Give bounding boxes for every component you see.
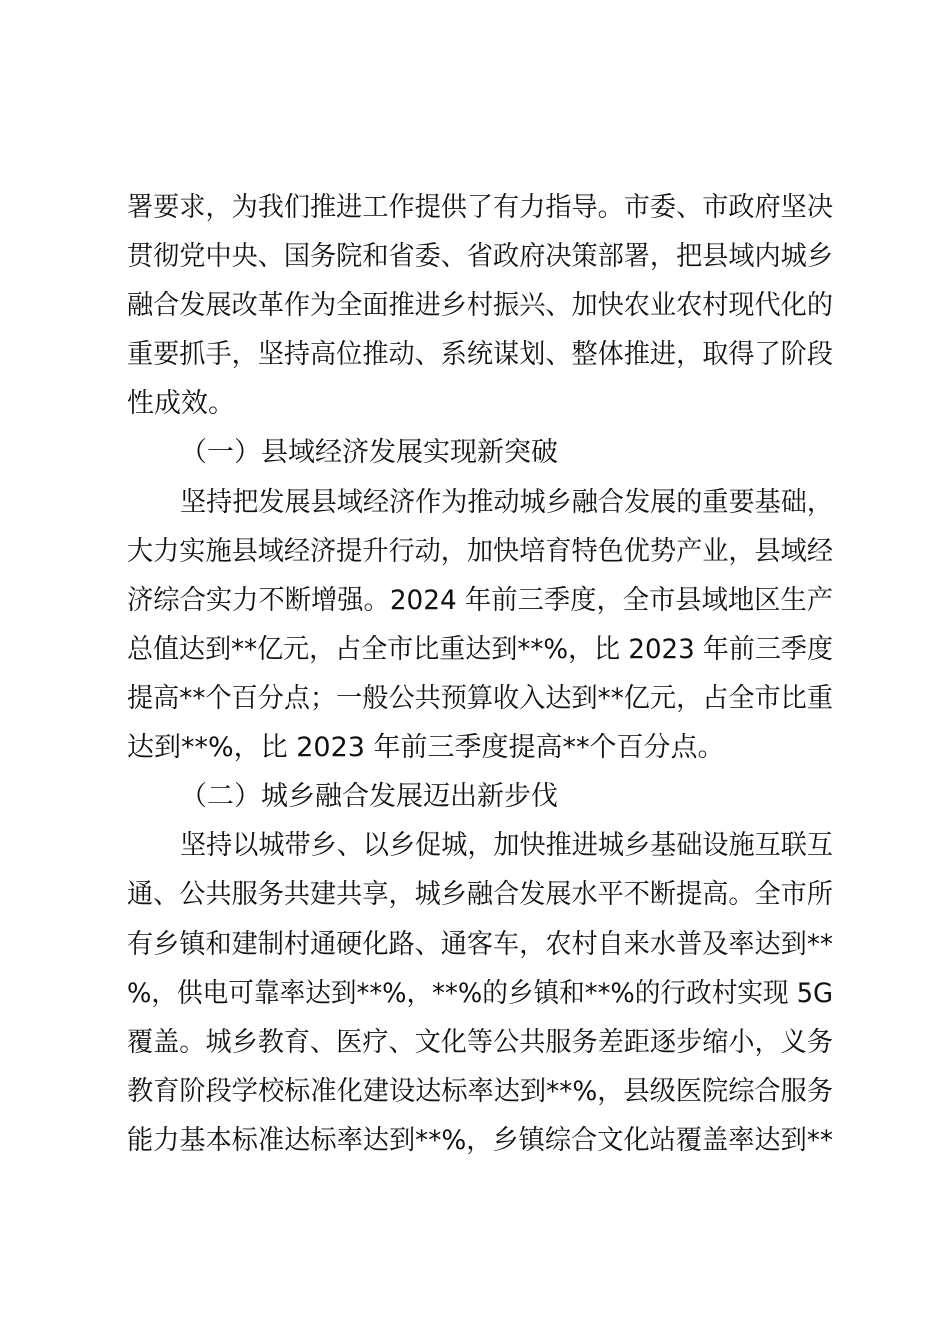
paragraph-line: 坚持以城带乡、以乡促城，加快推进城乡基础设施互联互 bbox=[180, 830, 833, 861]
paragraph-line: 覆盖。城乡教育、医疗、文化等公共服务差距逐步缩小，义务 bbox=[127, 1027, 833, 1058]
paragraph-line: 融合发展改革作为全面推进乡村振兴、加快农业农村现代化的 bbox=[127, 290, 833, 321]
paragraph-line: 能力基本标准达标率达到**%，乡镇综合文化站覆盖率达到** bbox=[127, 1125, 833, 1156]
paragraph-line: 大力实施县域经济提升行动，加快培育特色优势产业，县域经 bbox=[127, 536, 833, 567]
paragraph-line: 性成效。 bbox=[127, 388, 235, 419]
paragraph-line: 提高**个百分点；一般公共预算收入达到**亿元，占全市比重 bbox=[127, 683, 833, 714]
paragraph-line: 达到**%，比 2023 年前三季度提高**个百分点。 bbox=[127, 732, 725, 763]
paragraph-line: 坚持把发展县域经济作为推动城乡融合发展的重要基础， bbox=[180, 487, 833, 518]
paragraph-line: 署要求，为我们推进工作提供了有力指导。市委、市政府坚决 bbox=[127, 192, 833, 223]
paragraph-line: 通、公共服务共建共享，城乡融合发展水平不断提高。全市所 bbox=[127, 879, 833, 910]
paragraph-line: 济综合实力不断增强。2024 年前三季度，全市县域地区生产 bbox=[127, 585, 834, 616]
paragraph-line: 贯彻党中央、国务院和省委、省政府决策部署，把县域内城乡 bbox=[127, 241, 833, 272]
paragraph-line: 重要抓手，坚持高位推动、系统谋划、整体推进，取得了阶段 bbox=[127, 339, 833, 370]
paragraph-line: %，供电可靠率达到**%，**%的乡镇和**%的行政村实现 5G bbox=[127, 978, 833, 1009]
section-heading: （二）城乡融合发展迈出新步伐 bbox=[180, 781, 558, 812]
paragraph-line: 教育阶段学校标准化建设达标率达到**%，县级医院综合服务 bbox=[127, 1076, 833, 1107]
paragraph-line: 有乡镇和建制村通硬化路、通客车，农村自来水普及率达到** bbox=[127, 929, 833, 960]
paragraph-line: 总值达到**亿元，占全市比重达到**%，比 2023 年前三季度 bbox=[127, 634, 834, 665]
section-heading: （一）县域经济发展实现新突破 bbox=[180, 437, 558, 468]
